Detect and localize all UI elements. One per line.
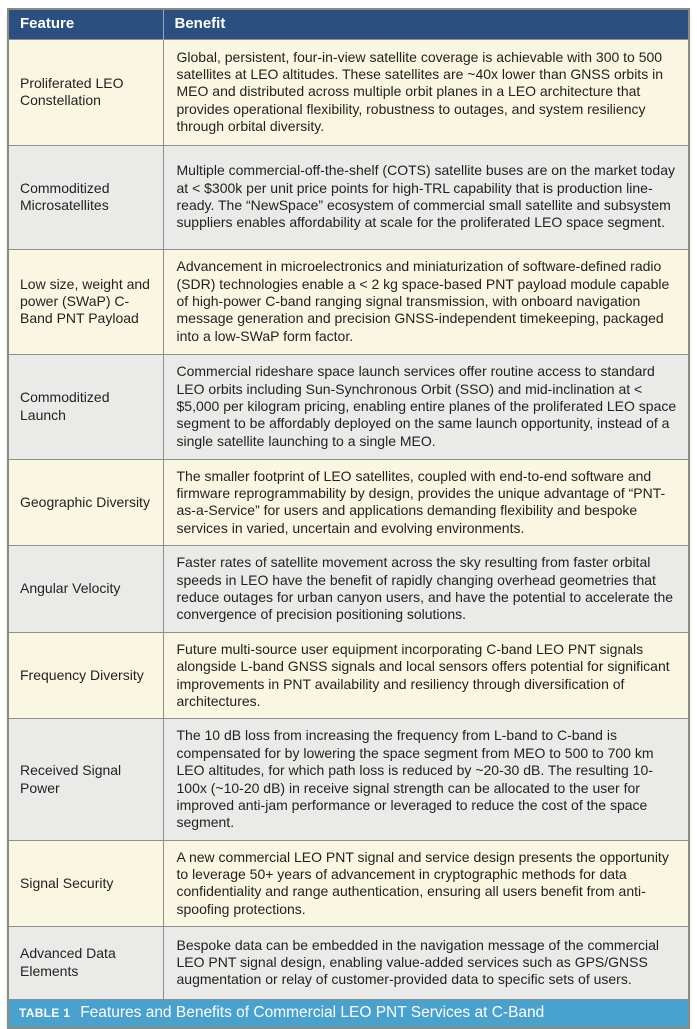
benefit-cell: Global, persistent, four-in-view satellite coverage is achievable with 300 to 500 satellites at LEO altitudes. These satellites are ~40x lower than GNSS orbits in MEO and distributed across multiple orbit planes in a LEO architecture that provides operational flexibility, robustness to outages, and system resiliency through orbital diversity. [163, 39, 688, 145]
feature-cell: Received Signal Power [9, 719, 163, 840]
benefit-cell: Advancement in microelectronics and miniaturization of software-defined radio (SDR) technologies enable a < 2 kg space-based PNT payload module capable of high-power C-band ranging signal transmission, with onboard navigation message generation and precision GNSS-independent timekeeping, packaged into a low-SWaP form factor. [163, 249, 688, 354]
table-row [9, 459, 688, 545]
benefit-cell: A new commercial LEO PNT signal and service design presents the opportunity to leverage 50+ years of advancement in cryptographic methods for data confidentiality and range authentication, ensuring all users benefit from anti-spoofing protections. [163, 840, 688, 926]
feature-cell: Signal Security [9, 840, 163, 926]
benefit-cell: The smaller footprint of LEO satellites, coupled with end-to-end software and firmware reprogrammability by design, provides the unique advantage of “PNT-as-a-Service” for users and applications demanding flexibility and bespoke services in varied, uncertain and evolving environments. [163, 459, 688, 545]
table-row [9, 39, 688, 145]
table-row [9, 546, 688, 633]
feature-cell: Advanced Data Elements [9, 927, 163, 999]
table-row [9, 927, 688, 999]
benefit-cell: Multiple commercial-off-the-shelf (COTS) satellite buses are on the market today at < $300k per unit price points for high-TRL capability that is production line-ready. The “NewSpace” ecosystem of commercial small satellite and subsystem suppliers enables affordability at scale for the proliferated LEO space segment. [163, 145, 688, 249]
benefit-cell: The 10 dB loss from increasing the frequency from L-band to C-band is compensated for by lowering the space segment from MEO to 500 to 700 km LEO altitudes, for which path loss is reduced by ~20-30 dB. The resulting 10-100x (~10-20 dB) in receive signal strength can be allocated to the user for improved anti-jam performance or leveraged to reduce the cost of the space segment. [163, 719, 688, 840]
feature-cell: Angular Velocity [9, 546, 163, 633]
caption-label: TABLE 1 [19, 1005, 71, 1020]
table-row [9, 719, 688, 840]
table-row [9, 633, 688, 719]
benefit-cell: Faster rates of satellite movement across the sky resulting from faster orbital speeds in LEO have the benefit of rapidly changing overhead geometries that reduce outages for urban canyon users, and have the potential to accelerate the convergence of precision positioning solutions. [163, 546, 688, 633]
feature-cell: Frequency Diversity [9, 633, 163, 719]
feature-cell: Commoditized Microsatellites [9, 145, 163, 249]
caption-text: Features and Benefits of Commercial LEO PNT Services at C-Band [80, 1003, 545, 1021]
table-row [9, 249, 688, 354]
header-row [9, 10, 688, 39]
table-row [9, 840, 688, 926]
table-row [9, 354, 688, 459]
column-header-feature: Feature [9, 10, 163, 39]
feature-cell: Proliferated LEO Constellation [9, 39, 163, 145]
table-row [9, 145, 688, 249]
benefit-cell: Commercial rideshare space launch services offer routine access to standard LEO orbits including Sun-Synchronous Orbit (SSO) and mid-inclination at < $5,000 per kilogram pricing, enabling entire planes of the proliferated LEO space segment to be affordably deployed on the same launch opportunity, instead of a single satellite launching to a single MEO. [163, 354, 688, 459]
table-caption [9, 999, 688, 1027]
column-header-benefit: Benefit [163, 10, 688, 39]
leo-pnt-features-table [7, 8, 690, 1029]
feature-cell: Low size, weight and power (SWaP) C-Band PNT Payload [9, 249, 163, 354]
benefit-cell: Future multi-source user equipment incorporating C-band LEO PNT signals alongside L-band GNSS signals and local sensors offers potential for significant improvements in PNT availability and resiliency through diversification of architectures. [163, 633, 688, 719]
benefit-cell: Bespoke data can be embedded in the navigation message of the commercial LEO PNT signal design, enabling value-added services such as GPS/GNSS augmentation or relay of customer-provided data to specific sets of users. [163, 927, 688, 999]
feature-cell: Geographic Diversity [9, 459, 163, 545]
feature-benefit-table [9, 10, 688, 999]
feature-cell: Commoditized Launch [9, 354, 163, 459]
